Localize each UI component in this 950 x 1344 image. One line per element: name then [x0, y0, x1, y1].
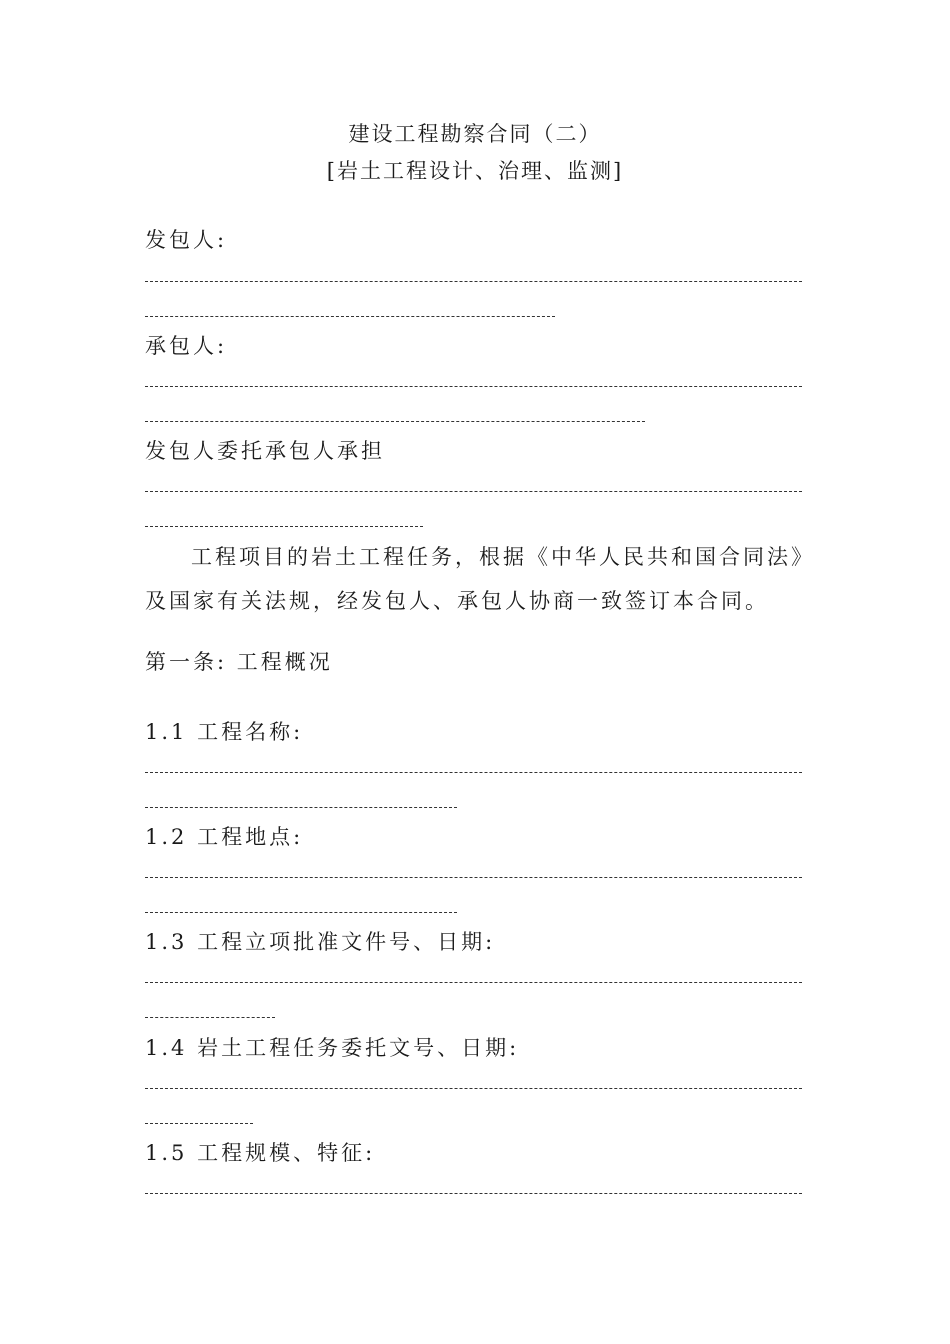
contractor-fill-line-2: [145, 421, 645, 422]
entrust-label: 发包人委托承包人承担: [145, 439, 385, 463]
contractor-fill-line-1: [145, 386, 802, 387]
item-1-1-label: 1.1 工程名称:: [145, 720, 304, 744]
entrust-fill-line-1: [145, 491, 802, 492]
employer-fill-line-1: [145, 281, 802, 282]
page-title: 建设工程勘察合同（二）: [348, 122, 602, 146]
entrust-fill-line-2: [145, 526, 423, 527]
item-1-1-fill-line-2: [145, 807, 457, 808]
employer-label: 发包人:: [145, 228, 228, 252]
item-1-1-fill-line-1: [145, 772, 802, 773]
item-1-3-fill-line-2: [145, 1017, 275, 1018]
item-1-5-label: 1.5 工程规模、特征:: [145, 1141, 376, 1165]
item-1-3-fill-line-1: [145, 982, 802, 983]
page-subtitle: [岩土工程设计、治理、监测]: [326, 159, 624, 183]
item-1-2-fill-line-2: [145, 912, 457, 913]
item-1-3-label: 1.3 工程立项批准文件号、日期:: [145, 930, 496, 954]
item-1-4-fill-line-1: [145, 1088, 802, 1089]
article1-heading: 第一条: 工程概况: [145, 650, 333, 674]
item-1-2-fill-line-1: [145, 877, 802, 878]
intro-paragraph: 工程项目的岩土工程任务，根据《中华人民共和国合同法》及国家有关法规，经发包人、承包人协商一致签订本合同。: [145, 545, 805, 613]
item-1-4-fill-line-2: [145, 1123, 253, 1124]
contractor-label: 承包人:: [145, 334, 228, 358]
item-1-5-fill-line-1: [145, 1193, 802, 1194]
item-1-4-label: 1.4 岩土工程任务委托文号、日期:: [145, 1036, 520, 1060]
item-1-2-label: 1.2 工程地点:: [145, 825, 304, 849]
employer-fill-line-2: [145, 316, 555, 317]
